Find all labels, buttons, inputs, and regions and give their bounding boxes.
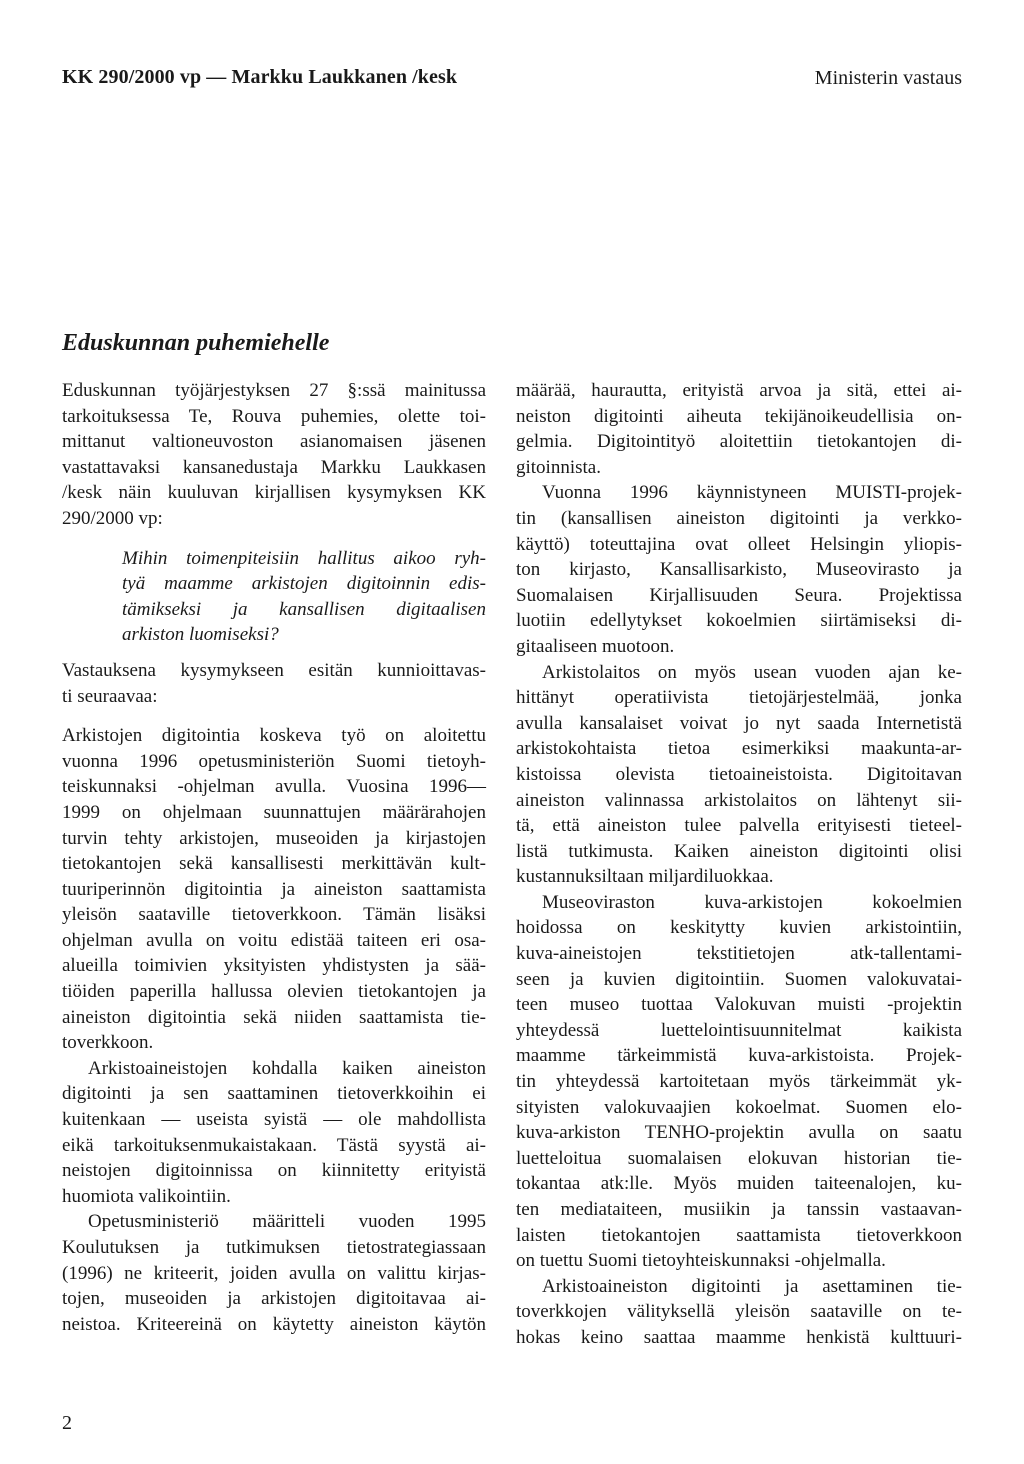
text-line: tä, että aineiston tulee palvella erityisesti tieteel- (516, 815, 962, 837)
text-line: neistojen digitoinnissa on kiinnitetty erityistä (62, 1160, 486, 1182)
text-line: gitoinnista. (516, 456, 601, 478)
text-line: 1999 on ohjelmaan suunnattujen määrärahojen (62, 801, 486, 823)
text-line: Eduskunnan työjärjestyksen 27 §:ssä mainitussa (62, 380, 486, 401)
text-line: tokantaa atk:lle. Myös muiden taiteenalojen, ku- (516, 1173, 962, 1195)
text-line: toverkkojen välityksellä yleisön saataville on te- (516, 1301, 962, 1323)
text-line: sityisten valokuvaajien kokoelmat. Suomen elo- (516, 1096, 962, 1118)
text-line: yleisön saataville tietoverkkoon. Tämän lisäksi (62, 904, 486, 926)
text-line: 290/2000 vp: (62, 507, 163, 529)
paragraph-digitization-start (62, 723, 486, 1056)
text-line: määrää, haurautta, erityistä arvoa ja sitä, ettei ai- (516, 380, 962, 401)
text-line: kuva-arkiston TENHO-projektin avulla on saatu (516, 1122, 962, 1144)
text-line: tin yhteydessä kartoitetaan myös tärkeimmät yk- (516, 1071, 962, 1093)
paragraph-muisti-project (516, 480, 962, 659)
text-line: avulla kansalaiset voivat jo nyt saada Internetistä (516, 712, 962, 734)
text-line: listä tutkimusta. Kaiken aineiston digitointi olisi (516, 840, 962, 862)
text-line: ten mediataiteen, musiikin ja tanssin vastaavan- (516, 1199, 962, 1220)
text-line: aineiston digitointia sekä niiden saattamista tie- (62, 1006, 486, 1028)
text-line: Arkistolaitos on myös usean vuoden ajan ke- (542, 661, 962, 683)
text-line: on tuettu Suomi tietoyhteiskunnaksi -ohjelmalla. (516, 1250, 886, 1272)
text-line: /kesk näin kuuluvan kirjallisen kysymyksen KK (62, 482, 486, 504)
text-line: vastattavaksi kansanedustaja Markku Laukkasen (62, 456, 486, 478)
text-line: Arkistoaineistojen kohdalla kaiken aineiston (88, 1057, 486, 1079)
text-line: luotiin edellytykset kokoelmien siirtämiseksi di- (516, 610, 962, 632)
paragraph-archive-system (516, 660, 962, 890)
document-header-section: Ministerin vastaus (814, 67, 962, 89)
text-line: tiöiden paperilla hallussa olevien tietokantojen ja (62, 981, 486, 1003)
text-line: Mihin toimenpiteisiin hallitus aikoo ryh- (122, 547, 486, 569)
text-line: tämikseksi ja kansallisen digitaalisen (122, 598, 486, 620)
text-line: ti seuraavaa: (62, 685, 158, 707)
text-line: gitaaliseen muotoon. (516, 635, 675, 657)
text-line: digitointi ja sen saattaminen tietoverkkoihin ei (62, 1083, 486, 1105)
text-line: kuitenkaan — useista syistä — ole mahdollista (62, 1109, 486, 1131)
text-line: Vastauksena kysymykseen esitän kunnioittavas- (62, 659, 486, 681)
text-line: Opetusministeriö määritteli vuoden 1995 (88, 1211, 486, 1233)
right-column (516, 378, 962, 1351)
text-line: Arkistoaineiston digitointi ja asettaminen tie- (542, 1275, 962, 1297)
text-line: yhteydessä luettelointisuunnitelmat kaikista (516, 1019, 962, 1041)
answer-intro-paragraph (62, 658, 486, 709)
paragraph-criteria-continued (516, 378, 962, 480)
question-quote (62, 546, 486, 648)
text-line: alueilla toimivien yksityisten yhdistysten ja sää- (62, 955, 486, 977)
text-line: mittanut valtioneuvoston asianomaisen jäsenen (62, 431, 486, 453)
text-line: Vuonna 1996 käynnistyneen MUISTI-projek- (542, 482, 962, 504)
text-line: arkiston luomiseksi? (122, 624, 279, 646)
text-line: kistoissa olevista tietoaineistoista. Digitoitavan (516, 763, 962, 785)
text-line: turvin tehty arkistojen, museoiden ja kirjastojen (62, 827, 486, 849)
text-line: kustannuksiltaan miljardiluokkaa. (516, 866, 774, 888)
text-line: eikä tarkoituksenmukaistakaan. Tästä syystä ai- (62, 1134, 486, 1156)
text-line: Museoviraston kuva-arkistojen kokoelmien (542, 891, 962, 913)
text-line: hokas keino saattaa maamme henkistä kulttuuri- (516, 1326, 962, 1348)
text-line: aineiston valinnassa arkistolaitos on lähtenyt sii- (516, 789, 962, 811)
text-line: hittänyt operatiivista tietojärjestelmää, jonka (516, 687, 962, 709)
text-line: kuva-aineistojen tekstitietojen atk-tallentami- (516, 943, 962, 965)
intro-paragraph (62, 378, 486, 532)
left-column (62, 378, 486, 1337)
salutation-heading: Eduskunnan puhemiehelle (62, 330, 330, 356)
text-line: tuuriperinnön digitointia ja aineiston saattamista (62, 878, 486, 900)
text-line: seen ja kuvien digitointiin. Suomen valokuvatai- (516, 968, 962, 990)
text-line: Koulutuksen ja tutkimuksen tietostrategiassaan (62, 1237, 486, 1258)
page-number: 2 (62, 1412, 72, 1434)
text-line: huomiota valikointiin. (62, 1185, 231, 1207)
text-line: (1996) ne kriteerit, joiden avulla on valittu kirjas- (62, 1262, 486, 1284)
text-line: käyttö) toteuttajina ovat olleet Helsingin yliopis- (516, 533, 962, 555)
text-line: hoidossa on keskitytty kuvien arkistointiin, (516, 917, 962, 939)
text-line: neiston digitointi aiheuta tekijänoikeudellisia on- (516, 405, 962, 427)
text-line: tyä maamme arkistojen digitoinnin edis- (122, 573, 486, 595)
text-line: maamme tärkeimmistä kuva-arkistoista. Projek- (516, 1045, 962, 1067)
text-line: tin (kansallisen aineiston digitointi ja verkko- (516, 507, 962, 529)
text-line: arkistokohtaista tietoa esimerkiksi maakunta-ar- (516, 738, 962, 760)
text-line: gelmia. Digitointityö aloitettiin tietokantojen di- (516, 431, 962, 453)
text-line: laisten tietokantojen saattamista tietoverkkoon (516, 1224, 962, 1246)
text-line: ohjelman avulla on voitu edistää taiteen eri osa- (62, 929, 486, 951)
text-line: Suomalaisen Kirjallisuuden Seura. Projektissa (516, 584, 962, 606)
text-line: tietokantojen sekä kansallisesti merkittävän kult- (62, 853, 486, 875)
paragraph-selection (62, 1056, 486, 1210)
text-line: toverkkoon. (62, 1032, 154, 1054)
text-line: vuonna 1996 opetusministeriön Suomi tietoyh- (62, 750, 486, 772)
paragraph-conclusion (516, 1274, 962, 1351)
text-line: ton kirjasto, Kansallisarkisto, Museovirasto ja (516, 559, 962, 581)
text-line: neistoa. Kriteereinä on käytetty aineiston käytön (62, 1313, 486, 1335)
text-line: tojen, museoiden ja arkistojen digitoitavaa ai- (62, 1288, 486, 1310)
text-line: Arkistojen digitointia koskeva työ on aloitettu (62, 725, 486, 747)
paragraph-photo-archives (516, 890, 962, 1274)
text-line: luetteloitua suomalaisen elokuvan historian tie- (516, 1147, 962, 1169)
document-header-reference: KK 290/2000 vp — Markku Laukkanen /kesk (62, 66, 458, 88)
paragraph-criteria (62, 1209, 486, 1337)
text-line: teen museo tuottaa Valokuvan muisti -projektin (516, 994, 962, 1016)
text-line: teiskunnaksi -ohjelman avulla. Vuosina 1996— (62, 776, 486, 798)
text-line: tarkoituksessa Te, Rouva puhemies, olette toi- (62, 405, 486, 427)
